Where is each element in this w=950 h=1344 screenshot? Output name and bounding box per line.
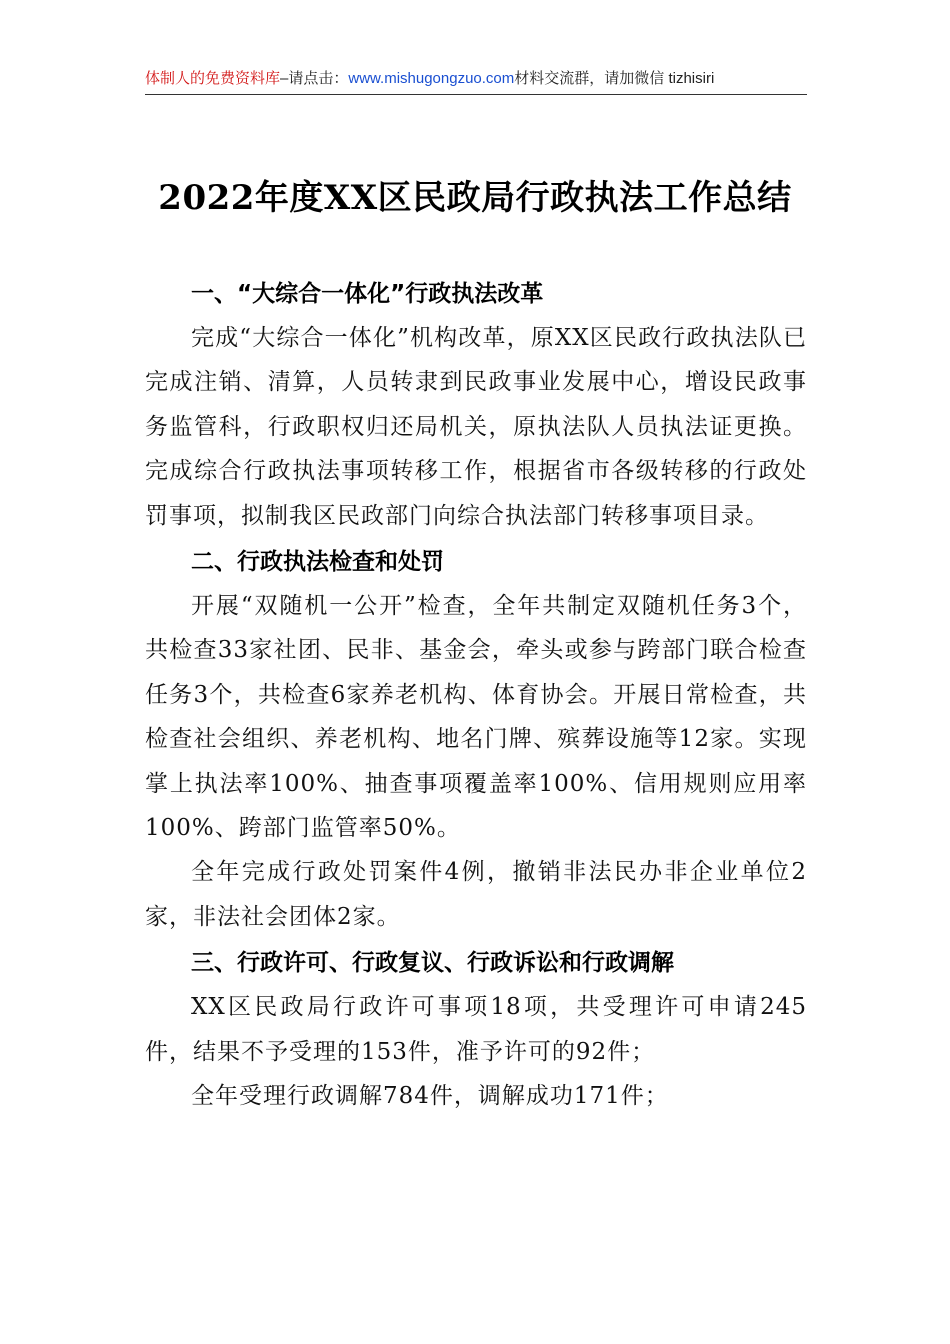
header-link[interactable]: www.mishugongzuo.com xyxy=(348,70,515,87)
header-site-name: 体制人的免费资料库 xyxy=(145,70,281,87)
paragraph: 开展“双随机一公开”检查，全年共制定双随机任务3个，共检查33家社团、民非、基金会，牵头或参与跨部门联合检查任务3个，共检查6家养老机构、体育协会。开展日常检查，共检查社会组织、养老机构、地名门牌、殡葬设施等12家。实现掌上执法率100%、抽查事项覆盖率100%、信用规则应用率100%、跨部门监管率50%。 xyxy=(145,593,807,842)
header-divider xyxy=(145,94,807,95)
page-header xyxy=(145,66,807,92)
document-body xyxy=(145,272,807,1119)
section-heading-2: 二、行政执法检查和处罚 xyxy=(191,549,444,576)
paragraph: 完成“大综合一体化”机构改革，原XX区民政行政执法队已完成注销、清算，人员转隶到民政事业发展中心，增设民政事务监管科，行政职权归还局机关，原执法队人员执法证更换。完成综合行政执法事项转移工作，根据省市各级转移的行政处罚事项，拟制我区民政部门向综合执法部门转移事项目录。 xyxy=(145,325,807,529)
section-heading-3: 三、行政许可、行政复议、行政诉讼和行政调解 xyxy=(191,950,674,977)
paragraph: 全年完成行政处罚案件4例，撤销非法民办非企业单位2家，非法社会团体2家。 xyxy=(145,859,807,930)
document-title: 2022年度XX区民政局行政执法工作总结 xyxy=(158,178,792,218)
header-prompt: –请点击： xyxy=(280,70,349,87)
paragraph: XX区民政局行政许可事项18项，共受理许可申请245件，结果不予受理的153件，准予许可的92件； xyxy=(145,994,807,1065)
paragraph: 全年受理行政调解784件，调解成功171件； xyxy=(191,1083,669,1110)
section-heading-1: 一、“大综合一体化”行政执法改革 xyxy=(191,281,544,307)
header-note: 材料交流群，请加微信 tizhisiri xyxy=(514,70,715,87)
